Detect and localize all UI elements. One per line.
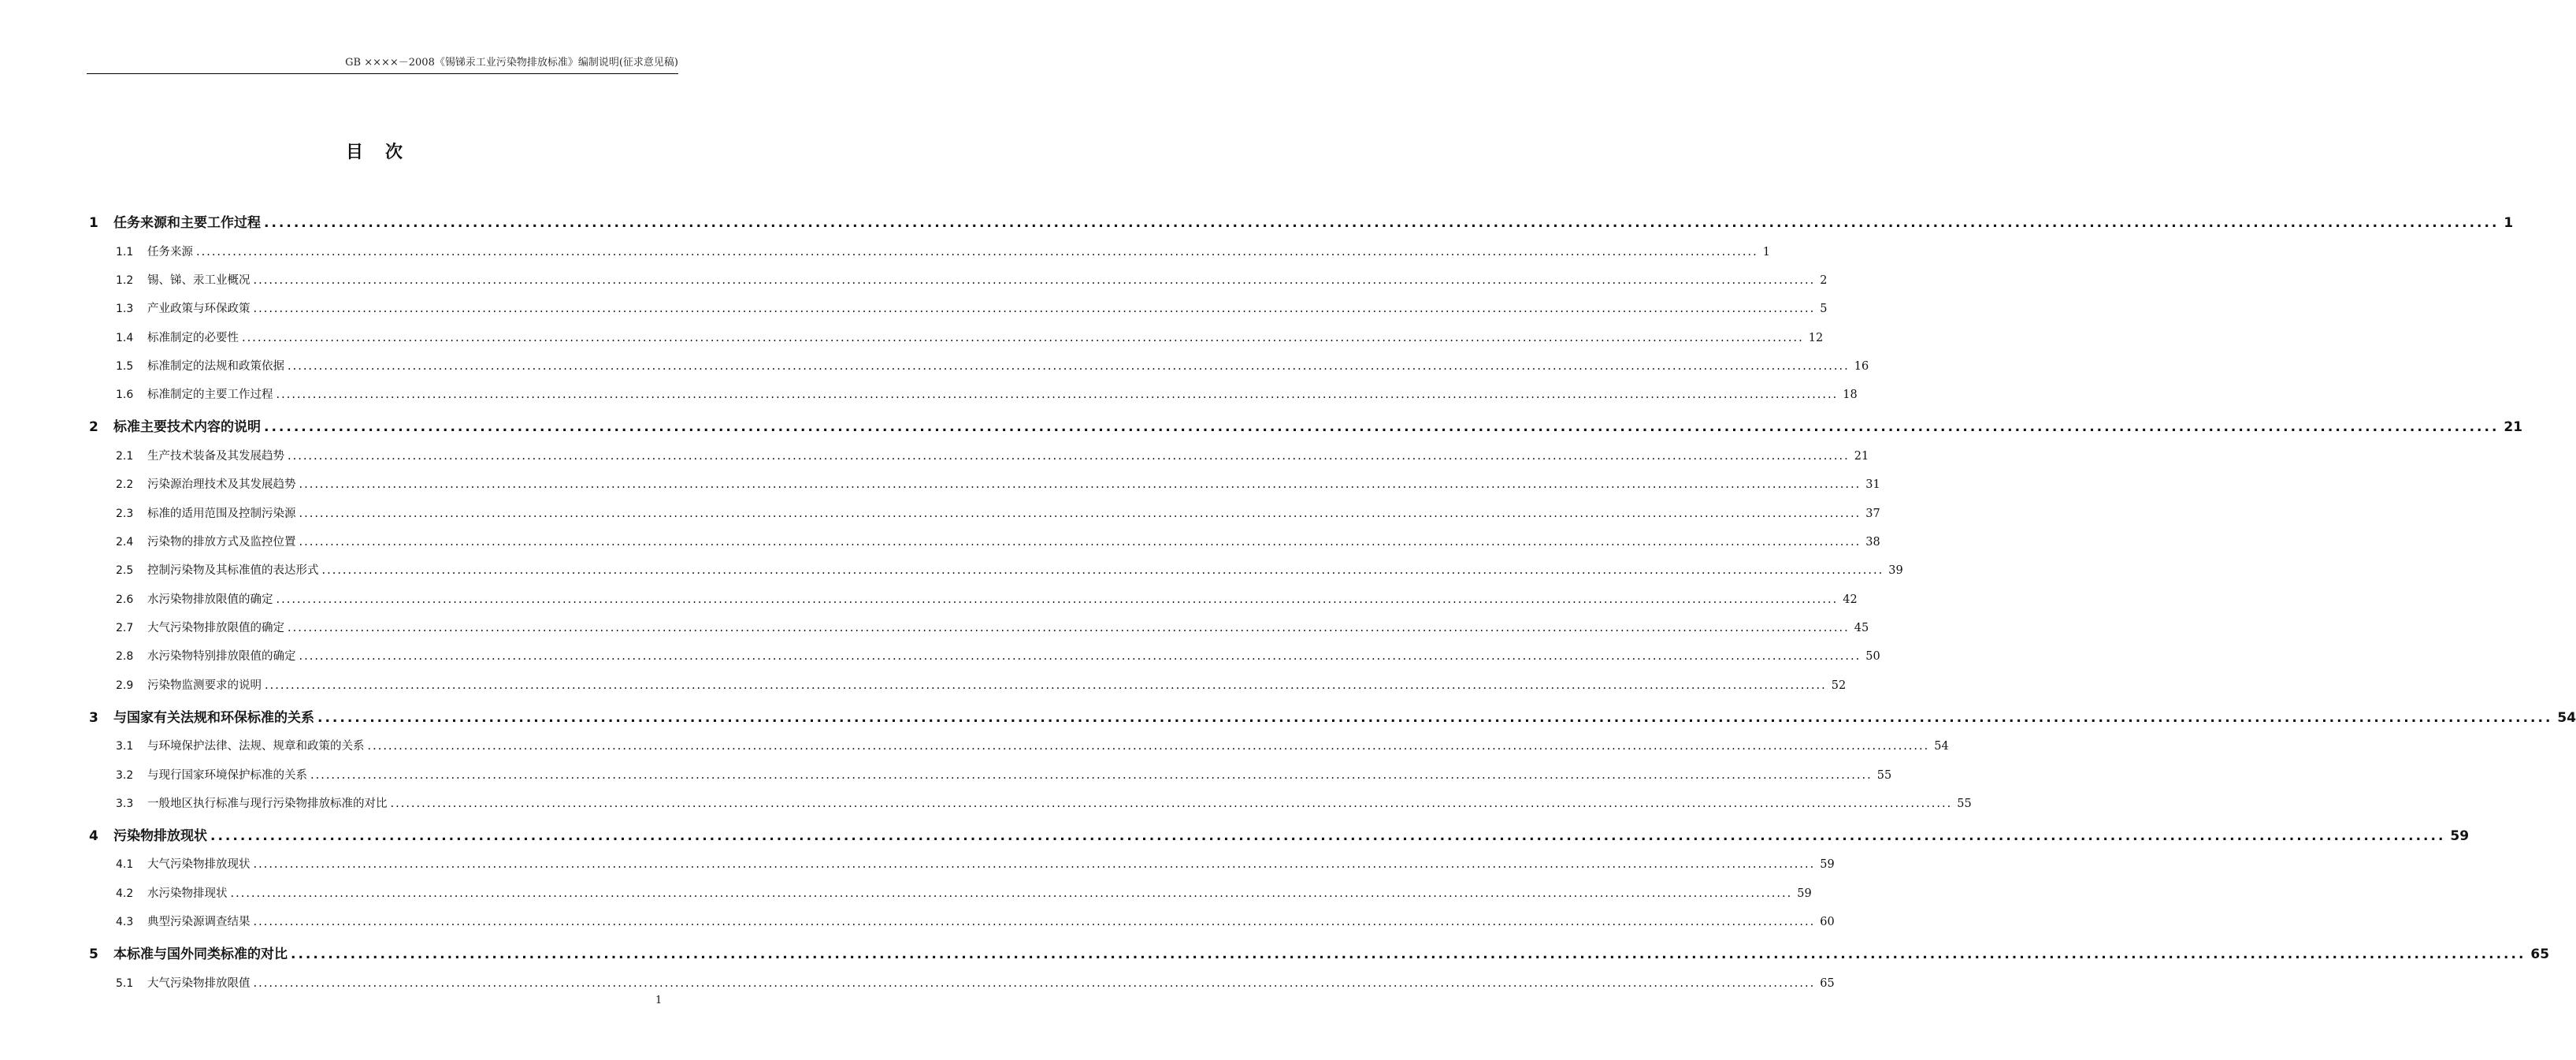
toc-section-entry[interactable] xyxy=(116,647,1880,664)
toc-entry-page: 59 xyxy=(1797,887,1812,900)
running-header: GB ××××－2008《锡锑汞工业污染物排放标准》编制说明(征求意见稿) xyxy=(345,57,678,69)
toc-section-entry[interactable] xyxy=(116,271,1828,288)
toc-entry-page: 21 xyxy=(2504,419,2523,435)
toc-entry-label: 控制污染物及其标准值的表达形式 xyxy=(147,564,319,577)
toc-entry-number: 2.8 xyxy=(116,650,134,663)
toc-section-entry[interactable] xyxy=(116,329,1824,345)
dot-leader: ............................................................................................................................................................................................................................................................................................................ xyxy=(264,215,2500,231)
toc-entry-page: 21 xyxy=(1854,450,1869,463)
toc-entry-label: 一般地区执行标准与现行污染物排放标准的对比 xyxy=(147,798,388,810)
toc-entry-number: 1.2 xyxy=(116,274,134,287)
header-rule xyxy=(87,73,678,74)
toc-chapter-entry[interactable] xyxy=(89,943,2550,962)
toc-section-entry[interactable] xyxy=(116,855,1835,872)
toc-section-entry[interactable] xyxy=(116,676,1847,693)
dot-leader: ............................................................................................................................................................................................................................................................................................................ xyxy=(253,977,1816,990)
toc-entry-page: 59 xyxy=(1820,858,1835,871)
toc-entry-number: 1.1 xyxy=(116,246,134,258)
page-number: 1 xyxy=(655,995,663,1006)
toc-entry-number: 1.6 xyxy=(116,389,134,401)
toc-entry-page: 16 xyxy=(1854,360,1869,373)
dot-leader: ............................................................................................................................................................................................................................................................................................................ xyxy=(317,710,2553,726)
toc-entry-label: 与环境保护法律、法规、规章和政策的关系 xyxy=(147,740,365,753)
toc-entry-label: 大气污染物排放限值 xyxy=(147,977,251,990)
toc-entry-page: 1 xyxy=(1762,246,1770,258)
toc-entry-number: 3 xyxy=(89,710,98,726)
toc-entry-page: 39 xyxy=(1888,564,1903,577)
dot-leader: ............................................................................................................................................................................................................................................................................................................ xyxy=(390,798,1953,810)
toc-entry-number: 2.2 xyxy=(116,478,134,491)
toc-section-entry[interactable] xyxy=(116,299,1828,316)
toc-section-entry[interactable] xyxy=(116,590,1858,607)
toc-section-entry[interactable] xyxy=(116,385,1858,402)
dot-leader: ............................................................................................................................................................................................................................................................................................................ xyxy=(288,450,1850,463)
toc-entry-number: 2.9 xyxy=(116,679,134,692)
dot-leader: ............................................................................................................................................................................................................................................................................................................ xyxy=(299,650,1861,663)
toc-chapter-entry[interactable] xyxy=(89,706,2576,726)
toc-entry-label: 标准制定的主要工作过程 xyxy=(147,389,273,401)
toc-section-entry[interactable] xyxy=(116,974,1835,991)
dot-leader: ............................................................................................................................................................................................................................................................................................................ xyxy=(367,740,1930,753)
toc-section-entry[interactable] xyxy=(116,884,1812,901)
toc-section-entry[interactable] xyxy=(116,447,1869,463)
dot-leader: ............................................................................................................................................................................................................................................................................................................ xyxy=(265,679,1827,692)
toc-chapter-entry[interactable] xyxy=(89,211,2514,231)
dot-leader: ............................................................................................................................................................................................................................................................................................................ xyxy=(288,360,1850,373)
toc-entry-label: 与国家有关法规和环保标准的关系 xyxy=(113,710,314,726)
toc-entry-label: 污染源治理技术及其发展趋势 xyxy=(147,478,296,491)
toc-entry-page: 50 xyxy=(1865,650,1880,663)
toc-entry-number: 2.3 xyxy=(116,508,134,520)
toc-entry-page: 45 xyxy=(1854,622,1869,634)
toc-section-entry[interactable] xyxy=(116,619,1869,635)
toc-section-entry[interactable] xyxy=(116,913,1835,929)
dot-leader: ............................................................................................................................................................................................................................................................................................................ xyxy=(264,419,2500,435)
toc-entry-number: 1.3 xyxy=(116,303,134,315)
toc-entry-label: 污染物排放现状 xyxy=(113,828,207,844)
toc-entry-number: 2.6 xyxy=(116,593,134,606)
toc-entry-label: 大气污染物排放现状 xyxy=(147,858,251,871)
toc-section-entry[interactable] xyxy=(116,766,1892,783)
toc-entry-label: 污染物监测要求的说明 xyxy=(147,679,262,692)
toc-entry-page: 65 xyxy=(1820,977,1835,990)
dot-leader: ............................................................................................................................................................................................................................................................................................................ xyxy=(230,887,1793,900)
toc-section-entry[interactable] xyxy=(116,561,1903,578)
toc-entry-label: 标准主要技术内容的说明 xyxy=(113,419,261,435)
toc-entry-number: 3.2 xyxy=(116,769,134,782)
toc-entry-page: 38 xyxy=(1865,536,1880,549)
toc-entry-label: 大气污染物排放限值的确定 xyxy=(147,622,284,634)
toc-entry-number: 4 xyxy=(89,828,98,844)
toc-entry-page: 52 xyxy=(1831,679,1847,692)
toc-entry-number: 2.7 xyxy=(116,622,134,634)
dot-leader: ............................................................................................................................................................................................................................................................................................................ xyxy=(310,769,1873,782)
toc-section-entry[interactable] xyxy=(116,475,1880,492)
dot-leader: ............................................................................................................................................................................................................................................................................................................ xyxy=(299,508,1861,520)
toc-entry-label: 锡、锑、汞工业概况 xyxy=(147,274,251,287)
toc-entry-label: 标准的适用范围及控制污染源 xyxy=(147,508,296,520)
toc-entry-page: 31 xyxy=(1865,478,1880,491)
dot-leader: ............................................................................................................................................................................................................................................................................................................ xyxy=(299,536,1861,549)
toc-entry-number: 4.2 xyxy=(116,887,134,900)
toc-entry-number: 1 xyxy=(89,215,98,231)
toc-entry-label: 标准制定的必要性 xyxy=(147,332,239,344)
dot-leader: ............................................................................................................................................................................................................................................................................................................ xyxy=(276,593,1839,606)
toc-entry-number: 4.1 xyxy=(116,858,134,871)
toc-entry-number: 5 xyxy=(89,947,98,962)
toc-entry-label: 与现行国家环境保护标准的关系 xyxy=(147,769,307,782)
toc-section-entry[interactable] xyxy=(116,737,1949,753)
toc-entry-page: 42 xyxy=(1843,593,1858,606)
toc-entry-page: 5 xyxy=(1820,303,1828,315)
toc-entry-page: 55 xyxy=(1876,769,1892,782)
toc-title: 目次 xyxy=(345,143,425,162)
toc-entry-page: 54 xyxy=(1934,740,1949,753)
dot-leader: ............................................................................................................................................................................................................................................................................................................ xyxy=(321,564,1884,577)
toc-chapter-entry[interactable] xyxy=(89,415,2523,435)
toc-entry-label: 任务来源和主要工作过程 xyxy=(113,215,261,231)
toc-entry-page: 18 xyxy=(1843,389,1858,401)
toc-entry-page: 54 xyxy=(2557,710,2576,726)
toc-entry-page: 1 xyxy=(2504,215,2514,231)
toc-entry-number: 4.3 xyxy=(116,916,134,928)
toc-entry-page: 59 xyxy=(2450,828,2470,844)
dot-leader: ............................................................................................................................................................................................................................................................................................................ xyxy=(242,332,1804,344)
toc-entry-label: 产业政策与环保政策 xyxy=(147,303,251,315)
toc-entry-number: 3.3 xyxy=(116,798,134,810)
toc-entry-label: 水污染物排现状 xyxy=(147,887,228,900)
dot-leader: ............................................................................................................................................................................................................................................................................................................ xyxy=(210,828,2446,844)
toc-entry-page: 2 xyxy=(1820,274,1828,287)
dot-leader: ............................................................................................................................................................................................................................................................................................................ xyxy=(299,478,1861,491)
toc-entry-page: 65 xyxy=(2530,947,2550,962)
toc-entry-label: 任务来源 xyxy=(147,246,193,258)
toc-entry-number: 2.1 xyxy=(116,450,134,463)
dot-leader: ............................................................................................................................................................................................................................................................................................................ xyxy=(253,274,1816,287)
dot-leader: ............................................................................................................................................................................................................................................................................................................ xyxy=(253,916,1816,928)
dot-leader: ............................................................................................................................................................................................................................................................................................................ xyxy=(253,303,1816,315)
toc-entry-page: 37 xyxy=(1865,508,1880,520)
toc-entry-number: 2 xyxy=(89,419,98,435)
toc-entry-label: 水污染物排放限值的确定 xyxy=(147,593,273,606)
toc-entry-number: 1.4 xyxy=(116,332,134,344)
toc-chapter-entry[interactable] xyxy=(89,824,2470,844)
toc-section-entry[interactable] xyxy=(116,357,1869,374)
dot-leader: ............................................................................................................................................................................................................................................................................................................ xyxy=(276,389,1839,401)
toc-entry-label: 生产技术装备及其发展趋势 xyxy=(147,450,284,463)
toc-entry-label: 污染物的排放方式及监控位置 xyxy=(147,536,296,549)
dot-leader: ............................................................................................................................................................................................................................................................................................................ xyxy=(196,246,1758,258)
dot-leader: ............................................................................................................................................................................................................................................................................................................ xyxy=(253,858,1816,871)
dot-leader: ............................................................................................................................................................................................................................................................................................................ xyxy=(291,947,2526,962)
toc-section-entry[interactable] xyxy=(116,504,1880,521)
toc-entry-number: 2.5 xyxy=(116,564,134,577)
toc-entry-page: 12 xyxy=(1808,332,1824,344)
toc-entry-number: 2.4 xyxy=(116,536,134,549)
toc-entry-number: 1.5 xyxy=(116,360,134,373)
toc-entry-number: 5.1 xyxy=(116,977,134,990)
toc-entry-number: 3.1 xyxy=(116,740,134,753)
toc-entry-page: 55 xyxy=(1957,798,1972,810)
toc-section-entry[interactable] xyxy=(116,794,1972,811)
toc-entry-label: 水污染物特别排放限值的确定 xyxy=(147,650,296,663)
toc-entry-label: 典型污染源调查结果 xyxy=(147,916,251,928)
toc-section-entry[interactable] xyxy=(116,243,1770,259)
dot-leader: ............................................................................................................................................................................................................................................................................................................ xyxy=(288,622,1850,634)
toc-section-entry[interactable] xyxy=(116,533,1880,549)
toc-entry-page: 60 xyxy=(1820,916,1835,928)
toc-entry-label: 标准制定的法规和政策依据 xyxy=(147,360,284,373)
toc-entry-label: 本标准与国外同类标准的对比 xyxy=(113,947,288,962)
